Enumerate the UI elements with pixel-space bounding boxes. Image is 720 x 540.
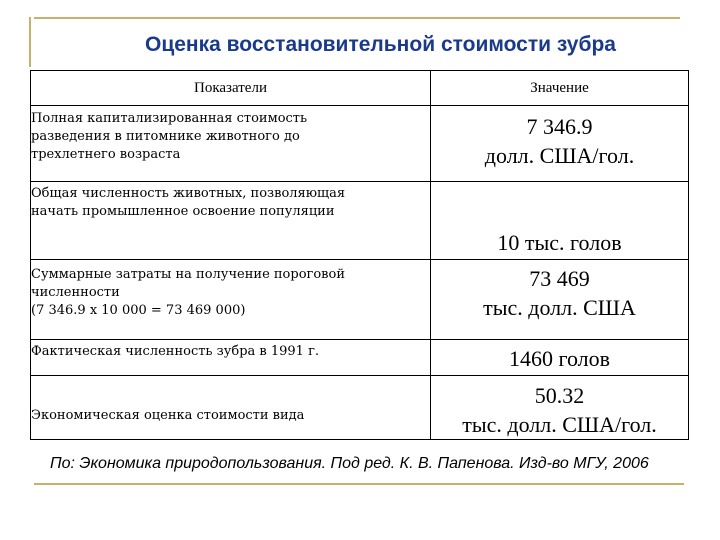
- row-label: [31, 106, 431, 182]
- label-line: разведения в питомнике животного до: [31, 129, 300, 144]
- row-value: [431, 260, 689, 340]
- table-row: [31, 260, 689, 340]
- label-line: (7 346.9 х 10 000 = 73 469 000): [31, 303, 246, 318]
- top-rule: [34, 17, 680, 19]
- table-row: [31, 376, 689, 440]
- label-line: Суммарные затраты на получение пороговой: [31, 267, 345, 282]
- header-value: Значение: [431, 71, 689, 106]
- table-row: [31, 182, 689, 260]
- valuation-table: [30, 70, 689, 440]
- label-line: Фактическая численность зубра в 1991 г.: [31, 344, 320, 359]
- row-value: [431, 182, 689, 260]
- row-label: [31, 340, 431, 376]
- row-value: [431, 106, 689, 182]
- label-line: Экономическая оценка стоимости вида: [31, 408, 305, 423]
- row-label: [31, 376, 431, 440]
- value-line: 50.32: [534, 383, 585, 408]
- page-title: Оценка восстановительной стоимости зубра: [145, 33, 616, 56]
- source-citation: По: Экономика природопользования. Под ред. К. В. Папенова. Изд-во МГУ, 2006: [50, 455, 649, 472]
- label-line: Общая численность животных, позволяющая: [31, 186, 346, 201]
- table-row: [31, 106, 689, 182]
- value-line: 7 346.9: [526, 114, 593, 139]
- bottom-rule: [34, 483, 684, 485]
- row-value: [431, 340, 689, 376]
- table-row: [31, 340, 689, 376]
- row-value: [431, 376, 689, 440]
- row-label: [31, 260, 431, 340]
- value-line: долл. США/гол.: [484, 143, 635, 168]
- label-line: трехлетнего возраста: [31, 147, 181, 162]
- value-line: 10 тыс. голов: [497, 230, 622, 255]
- value-line: 1460 голов: [508, 346, 611, 371]
- label-line: Полная капитализированная стоимость: [31, 111, 308, 126]
- value-line: 73 469: [529, 266, 590, 291]
- row-label: [31, 182, 431, 260]
- label-line: начать промышленное освоение популяции: [31, 204, 335, 219]
- value-line: тыс. долл. США: [483, 295, 636, 320]
- table-header-row: [31, 71, 689, 106]
- left-rule: [29, 17, 31, 67]
- label-line: численности: [31, 285, 120, 300]
- header-indicators: Показатели: [31, 71, 431, 106]
- value-line: тыс. долл. США/гол.: [462, 412, 657, 437]
